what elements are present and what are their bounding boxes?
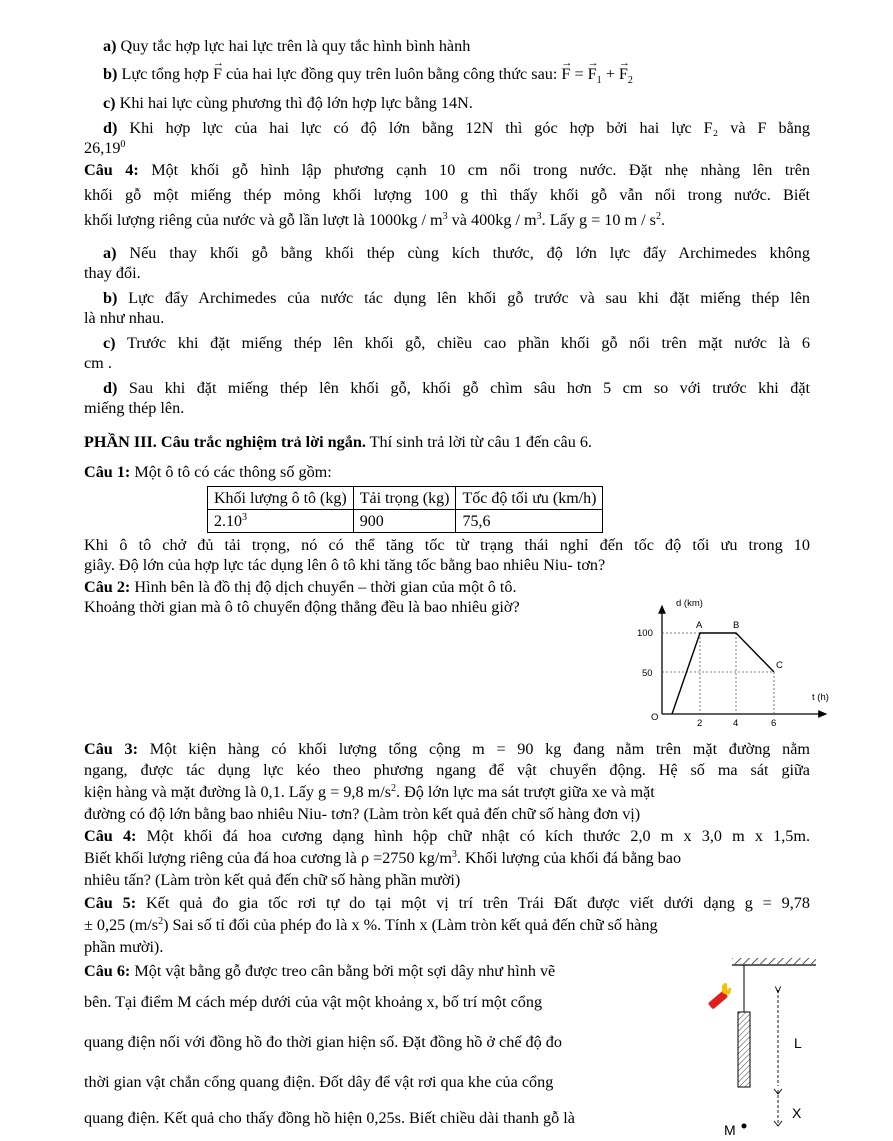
falling-wood-figure: [700, 956, 820, 1138]
q4-item-a: a) Nếu thay khối gỗ bằng khối thép cùng kích thước, độ lớn lực đẩy Archimedes không: [103, 244, 810, 262]
s6-line3: quang điện nối với đồng hồ đo thời gian hiện số. Đặt đồng hồ ở chế độ đo: [84, 1033, 562, 1051]
q3-item-b: b) Lực tổng hợp → F của hai lực đồng quy trên luôn bằng công thức sau: → F = → $F_1$ + → $F_2$: [103, 64, 633, 91]
s3-line2: ngang, được tác dụng lực kéo theo phương ngang để vật chuyển động. Hệ số ma sát giữa: [84, 761, 810, 779]
header-speed: Tốc độ tối ưu (km/h): [456, 487, 603, 510]
s3-line4: đường có độ lớn bằng bao nhiêu Niu- tơn? (Làm tròn kết quả đến chữ số hàng đơn vị): [84, 805, 641, 823]
x-tick-6: 6: [771, 718, 777, 729]
s6-line1: Câu 6: Một vật bằng gỗ được treo cân bằng bởi một sợi dây như hình vẽ: [84, 962, 556, 980]
header-mass: Khối lượng ô tô (kg): [208, 487, 354, 510]
q4-item-c-cont: cm .: [84, 354, 112, 372]
car-spec-table: [207, 486, 603, 533]
label-l: L: [794, 1035, 802, 1051]
x-axis-label: t (h): [812, 692, 829, 703]
point-m: [742, 1124, 747, 1129]
q4-item-c: c) Trước khi đặt miếng thép lên khối gỗ, chiều cao phần khối gỗ nổi trên mặt nước là 6: [103, 334, 810, 352]
s5-line1: Câu 5: Kết quả đo gia tốc rơi tự do tại một vị trí trên Trái Đất được viết dưới dạng g = 9,78: [84, 894, 810, 912]
s3-line3: kiện hàng và mặt đường là 0,1. Lấy g = 9,8 $m/s^2$. Độ lớn lực ma sát trượt giữa xe và mặt: [84, 783, 655, 801]
q4-item-a-cont: thay đổi.: [84, 264, 141, 282]
lighter-icon: [708, 983, 731, 1010]
point-label-c: C: [776, 660, 783, 671]
q4-item-d: d) Sau khi đặt miếng thép lên khối gỗ, khối gỗ chìm sâu hơn 5 cm so với trước khi đặt: [103, 379, 810, 397]
x-tick-4: 4: [733, 718, 739, 729]
cell-load: 900: [353, 510, 456, 533]
s4-line1: Câu 4: Một khối đá hoa cương dạng hình hộp chữ nhật có kích thước 2,0 m x 3,0 m x 1,5m.: [84, 827, 810, 845]
y-tick-50: 50: [642, 668, 653, 679]
s2-line1: Câu 2: Hình bên là đồ thị độ dịch chuyển – thời gian của một ô tô.: [84, 578, 517, 596]
q3-item-d-cont: 26,19$^0$: [84, 139, 126, 157]
point-label-b: B: [733, 620, 740, 631]
y-tick-100: 100: [637, 628, 653, 639]
wood-bar: [738, 1012, 750, 1087]
s6-line2: bên. Tại điểm M cách mép dưới của vật một khoảng x, bố trí một cổng: [84, 993, 543, 1011]
table-row: [208, 510, 603, 533]
cell-mass: 2.10$^3$: [208, 510, 354, 533]
label-x: X: [792, 1105, 802, 1121]
cell-speed: 75,6: [456, 510, 603, 533]
header-load: Tải trọng (kg): [353, 487, 456, 510]
table-header-row: [208, 487, 603, 510]
s4-line2: Biết khối lượng riêng của đá hoa cương là ρ =2750 $kg/m^3$. Khối lượng của khối đá bằng bao: [84, 849, 682, 867]
part3-header: PHẦN III. Câu trắc nghiệm trả lời ngắn. Thí sinh trả lời từ câu 1 đến câu 6.: [84, 433, 592, 451]
origin-label: O: [651, 712, 659, 723]
s1-line1: Khi ô tô chở đủ tải trọng, nó có thể tăng tốc từ trạng thái nghỉ đến tốc độ tối ưu trong 10: [84, 536, 810, 554]
y-axis-label: d (km): [676, 598, 703, 609]
q4-item-b-cont: là như nhau.: [84, 309, 165, 327]
point-label-a: A: [696, 620, 703, 631]
s3-line1: Câu 3: Một kiện hàng có khối lượng tổng cộng m = 90 kg đang nằm trên mặt đường nằm: [84, 740, 810, 758]
q4-item-d-cont: miếng thép lên.: [84, 399, 185, 417]
q4-line3: khối lượng riêng của nước và gỗ lần lượt là $1000kg / m^3$ và $400kg / m^3$. Lấy g = 10 m / $s^2$.: [84, 211, 666, 229]
s5-line2: ± 0,25 $(m/s^2)$ Sai số tỉ đối của phép đo là x %. Tính x (Làm tròn kết quả đến chữ số hàng: [84, 916, 658, 934]
s2-line2: Khoảng thời gian mà ô tô chuyển động thẳng đều là bao nhiêu giờ?: [84, 598, 520, 616]
s1-line2: giây. Độ lớn của hợp lực tác dụng lên ô tô khi tăng tốc bằng bao nhiêu Niu- tơn?: [84, 556, 606, 574]
q3-item-d: d) Khi hợp lực của hai lực có độ lớn bằng 12N thì góc hợp bởi hai lực F₂ và F bằng: [103, 119, 810, 137]
x-tick-2: 2: [697, 718, 703, 729]
q3-item-c: c) Khi hai lực cùng phương thì độ lớn hợp lực bằng 14N.: [103, 94, 473, 112]
q4-line1: Câu 4: Một khối gỗ hình lập phương cạnh 10 cm nổi trong nước. Đặt nhẹ nhàng lên trên: [84, 161, 810, 179]
label-m: M: [724, 1122, 736, 1138]
ceiling-hatch: [732, 958, 816, 964]
s6-line4: thời gian vật chắn cổng quang điện. Đốt dây để vật rơi qua khe của cổng: [84, 1073, 554, 1091]
s6-line5: quang điện. Kết quả cho thấy đồng hồ hiện 0,25s. Biết chiều dài thanh gỗ là: [84, 1109, 575, 1127]
q4-line2: khối gỗ một miếng thép mỏng khối lượng 100 g thì thấy khối gỗ vẫn nổi trong nước. Biết: [84, 186, 810, 204]
graph-line: [672, 633, 774, 714]
q4-item-b: b) Lực đẩy Archimedes của nước tác dụng lên khối gỗ trước và sau khi đặt miếng thép lên: [103, 289, 810, 307]
s1-intro: Câu 1: Một ô tô có các thông số gồm:: [84, 463, 332, 481]
q3-item-a: a) Quy tắc hợp lực hai lực trên là quy tắc hình bình hành: [103, 37, 471, 55]
displacement-time-graph: [620, 592, 840, 732]
s5-line3: phần mười).: [84, 938, 164, 956]
s4-line3: nhiêu tấn? (Làm tròn kết quả đến chữ số hàng phần mười): [84, 871, 461, 889]
